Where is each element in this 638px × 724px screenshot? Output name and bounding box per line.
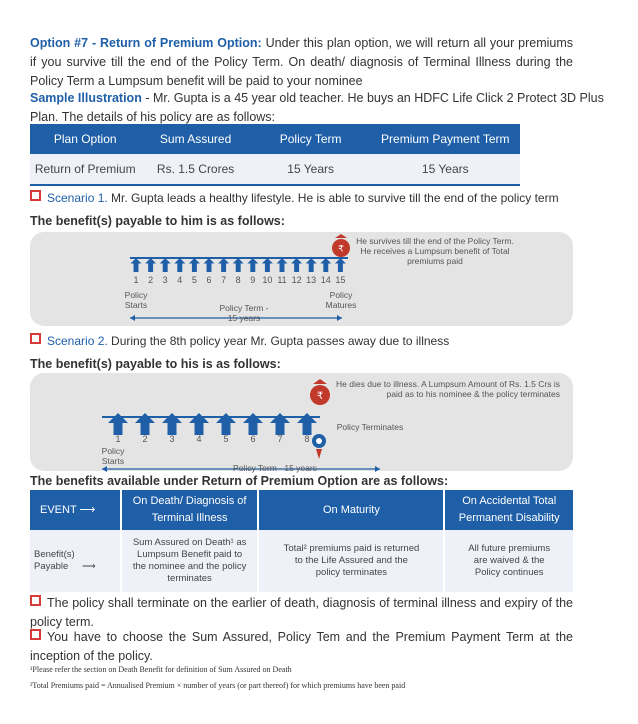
year-tick-label: 1	[115, 434, 121, 444]
year-tick-label: 2	[148, 275, 154, 285]
scenario2-start-label: Policy Starts	[101, 446, 125, 466]
benefits-header-event-label: EVENT	[40, 503, 77, 516]
year-tick-label: 7	[221, 275, 227, 285]
bullet-text-2: You have to choose the Sum Assured, Policy Tem and the Premium Payment Term at the inception of the policy.	[30, 630, 573, 663]
premium-arrow-icon	[160, 258, 171, 272]
scenario2-callout: He dies due to illness. A Lumpsum Amount of Rs. 1.5 Crs is paid as to his nominee & the policy terminates	[336, 379, 560, 399]
scenario2-label: Scenario 2.	[47, 334, 108, 348]
premium-arrow-icon	[335, 258, 346, 272]
benefits-header-event	[30, 490, 121, 530]
policy-table-header	[30, 124, 520, 154]
premium-arrow-icon	[247, 258, 258, 272]
year-tick-label: 8	[235, 275, 241, 285]
policy-cell-policy-term: 15 Years	[251, 154, 371, 185]
illustration-paragraph	[30, 89, 610, 127]
illustration-title: Sample Illustration	[30, 91, 142, 105]
policy-header-sum-assured: Sum Assured	[140, 124, 250, 154]
year-tick-label: 3	[169, 434, 175, 444]
benefits-header-maturity: On Maturity	[258, 490, 444, 530]
year-tick-label: 1	[133, 275, 139, 285]
option-paragraph	[30, 34, 573, 91]
premium-arrow-icon	[233, 258, 244, 272]
year-tick-label: 2	[142, 434, 148, 444]
premium-arrow-icon	[277, 258, 288, 272]
policy-header-ppt: Premium Payment Term	[371, 124, 520, 154]
premium-arrow-icon	[306, 258, 317, 272]
list-item	[30, 594, 573, 632]
scenario1-callout: He survives till the end of the Policy Term. He receives a Lumpsum benefit of Total premiums paid	[356, 236, 514, 266]
benefits-cell-disability: All future premiums are waived & the Policy continues	[444, 530, 573, 592]
year-tick-label: 14	[320, 275, 331, 285]
scenario2-terminate-label: Policy Terminates	[336, 422, 404, 432]
year-tick-label: 4	[177, 275, 183, 285]
year-tick-label: 4	[196, 434, 202, 444]
benefits-cell-death: Sum Assured on Death¹ as Lumpsum Benefit paid to the nominee and the policy terminates	[121, 530, 259, 592]
scenario1-start-label: Policy Starts	[124, 290, 148, 310]
premium-arrow-icon	[262, 258, 273, 272]
table-row	[30, 154, 520, 185]
bullet-icon	[30, 629, 41, 640]
scenario1-label: Scenario 1.	[47, 191, 108, 205]
list-item	[30, 628, 573, 666]
arrow-right-icon: ⟶	[79, 503, 96, 516]
benefits-row-label: Benefit(s) Payable	[34, 549, 75, 572]
policy-cell-ppt: 15 Years	[371, 154, 520, 185]
benefits-row-label-cell	[30, 530, 121, 592]
premium-arrow-icon	[291, 258, 302, 272]
benefits-header-death: On Death/ Diagnosis of Terminal Illness	[121, 490, 259, 530]
illustration-text: - Mr. Gupta is a 45 year old teacher. He buys an HDFC Life Click 2 Protect 3D Plus Plan. The details of his policy are as follows:	[30, 91, 604, 124]
scenario2-line	[30, 333, 449, 348]
benefits-heading: The benefits available under Return of Premium Option are as follows:	[30, 474, 449, 488]
footnote-1: ¹Please refer the section on Death Benefit for definition of Sum Assured on Death	[30, 665, 292, 674]
bullet-icon	[30, 190, 41, 201]
option-text: Under this plan option, we will return all your premiums if you survive till the end of the Policy Term. On death/ diagnosis of Terminal Illness during the Policy Term a Lumpsum benefit will be paid to your nominee	[30, 36, 573, 88]
policy-cell-sum-assured: Rs. 1.5 Crores	[140, 154, 250, 185]
benefits-header-disability: On Accidental Total Permanent Disability	[444, 490, 573, 530]
scenario1-end-label: Policy Matures	[325, 290, 357, 310]
premium-arrow-icon	[174, 258, 185, 272]
year-tick-label: 6	[250, 434, 256, 444]
scenario1-line	[30, 190, 559, 205]
option-title: Option #7 - Return of Premium Option:	[30, 36, 262, 50]
benefits-cell-maturity: Total² premiums paid is returned to the Life Assured and the policy terminates	[258, 530, 444, 592]
svg-text:₹: ₹	[338, 244, 344, 255]
scenario1-heading: The benefit(s) payable to him is as follows:	[30, 214, 285, 228]
benefits-table	[30, 490, 573, 592]
premium-arrow-icon	[218, 258, 229, 272]
benefits-table-header	[30, 490, 573, 530]
arrow-right-icon: ⟶	[82, 561, 96, 572]
scenario1-term-label: Policy Term - 15 years	[219, 303, 269, 323]
policy-header-plan-option: Plan Option	[30, 124, 140, 154]
table-row	[30, 530, 573, 592]
year-tick-label: 5	[223, 434, 229, 444]
policy-cell-plan-option: Return of Premium	[30, 154, 140, 185]
bullet-icon	[30, 595, 41, 606]
year-tick-label: 10	[262, 275, 273, 285]
year-tick-label: 12	[291, 275, 302, 285]
year-tick-label: 13	[306, 275, 317, 285]
year-tick-label: 8	[304, 434, 310, 444]
year-tick-label: 15	[335, 275, 346, 285]
scenario1-text: Mr. Gupta leads a healthy lifestyle. He is able to survive till the end of the policy term	[107, 191, 559, 205]
scenario2-heading: The benefit(s) payable to his is as follows:	[30, 357, 281, 371]
bullet-icon	[30, 333, 41, 344]
year-tick-label: 9	[250, 275, 256, 285]
premium-arrow-icon	[145, 258, 156, 272]
year-tick-label: 6	[206, 275, 212, 285]
footnote-2: ²Total Premiums paid = Annualised Premium × number of years (or part thereof) for which premiums have been paid	[30, 681, 406, 690]
premium-arrow-icon	[320, 258, 331, 272]
policy-table	[30, 124, 520, 186]
svg-text:₹: ₹	[316, 391, 324, 402]
premium-arrow-icon	[131, 258, 142, 272]
year-tick-label: 3	[162, 275, 168, 285]
policy-header-policy-term: Policy Term	[251, 124, 371, 154]
money-bag-icon	[332, 234, 350, 257]
scenario1-arrows	[131, 258, 346, 272]
year-tick-label: 7	[277, 434, 283, 444]
bullet-text-1: The policy shall terminate on the earlier of death, diagnosis of terminal illness and expiry of the policy term.	[30, 596, 573, 629]
premium-arrow-icon	[189, 258, 200, 272]
year-tick-label: 5	[191, 275, 197, 285]
year-tick-label: 11	[277, 275, 287, 285]
scenario2-text: During the 8th policy year Mr. Gupta passes away due to illness	[107, 334, 450, 348]
scenario2-term-label: Policy Term - 15 years	[233, 463, 317, 473]
premium-arrow-icon	[204, 258, 215, 272]
